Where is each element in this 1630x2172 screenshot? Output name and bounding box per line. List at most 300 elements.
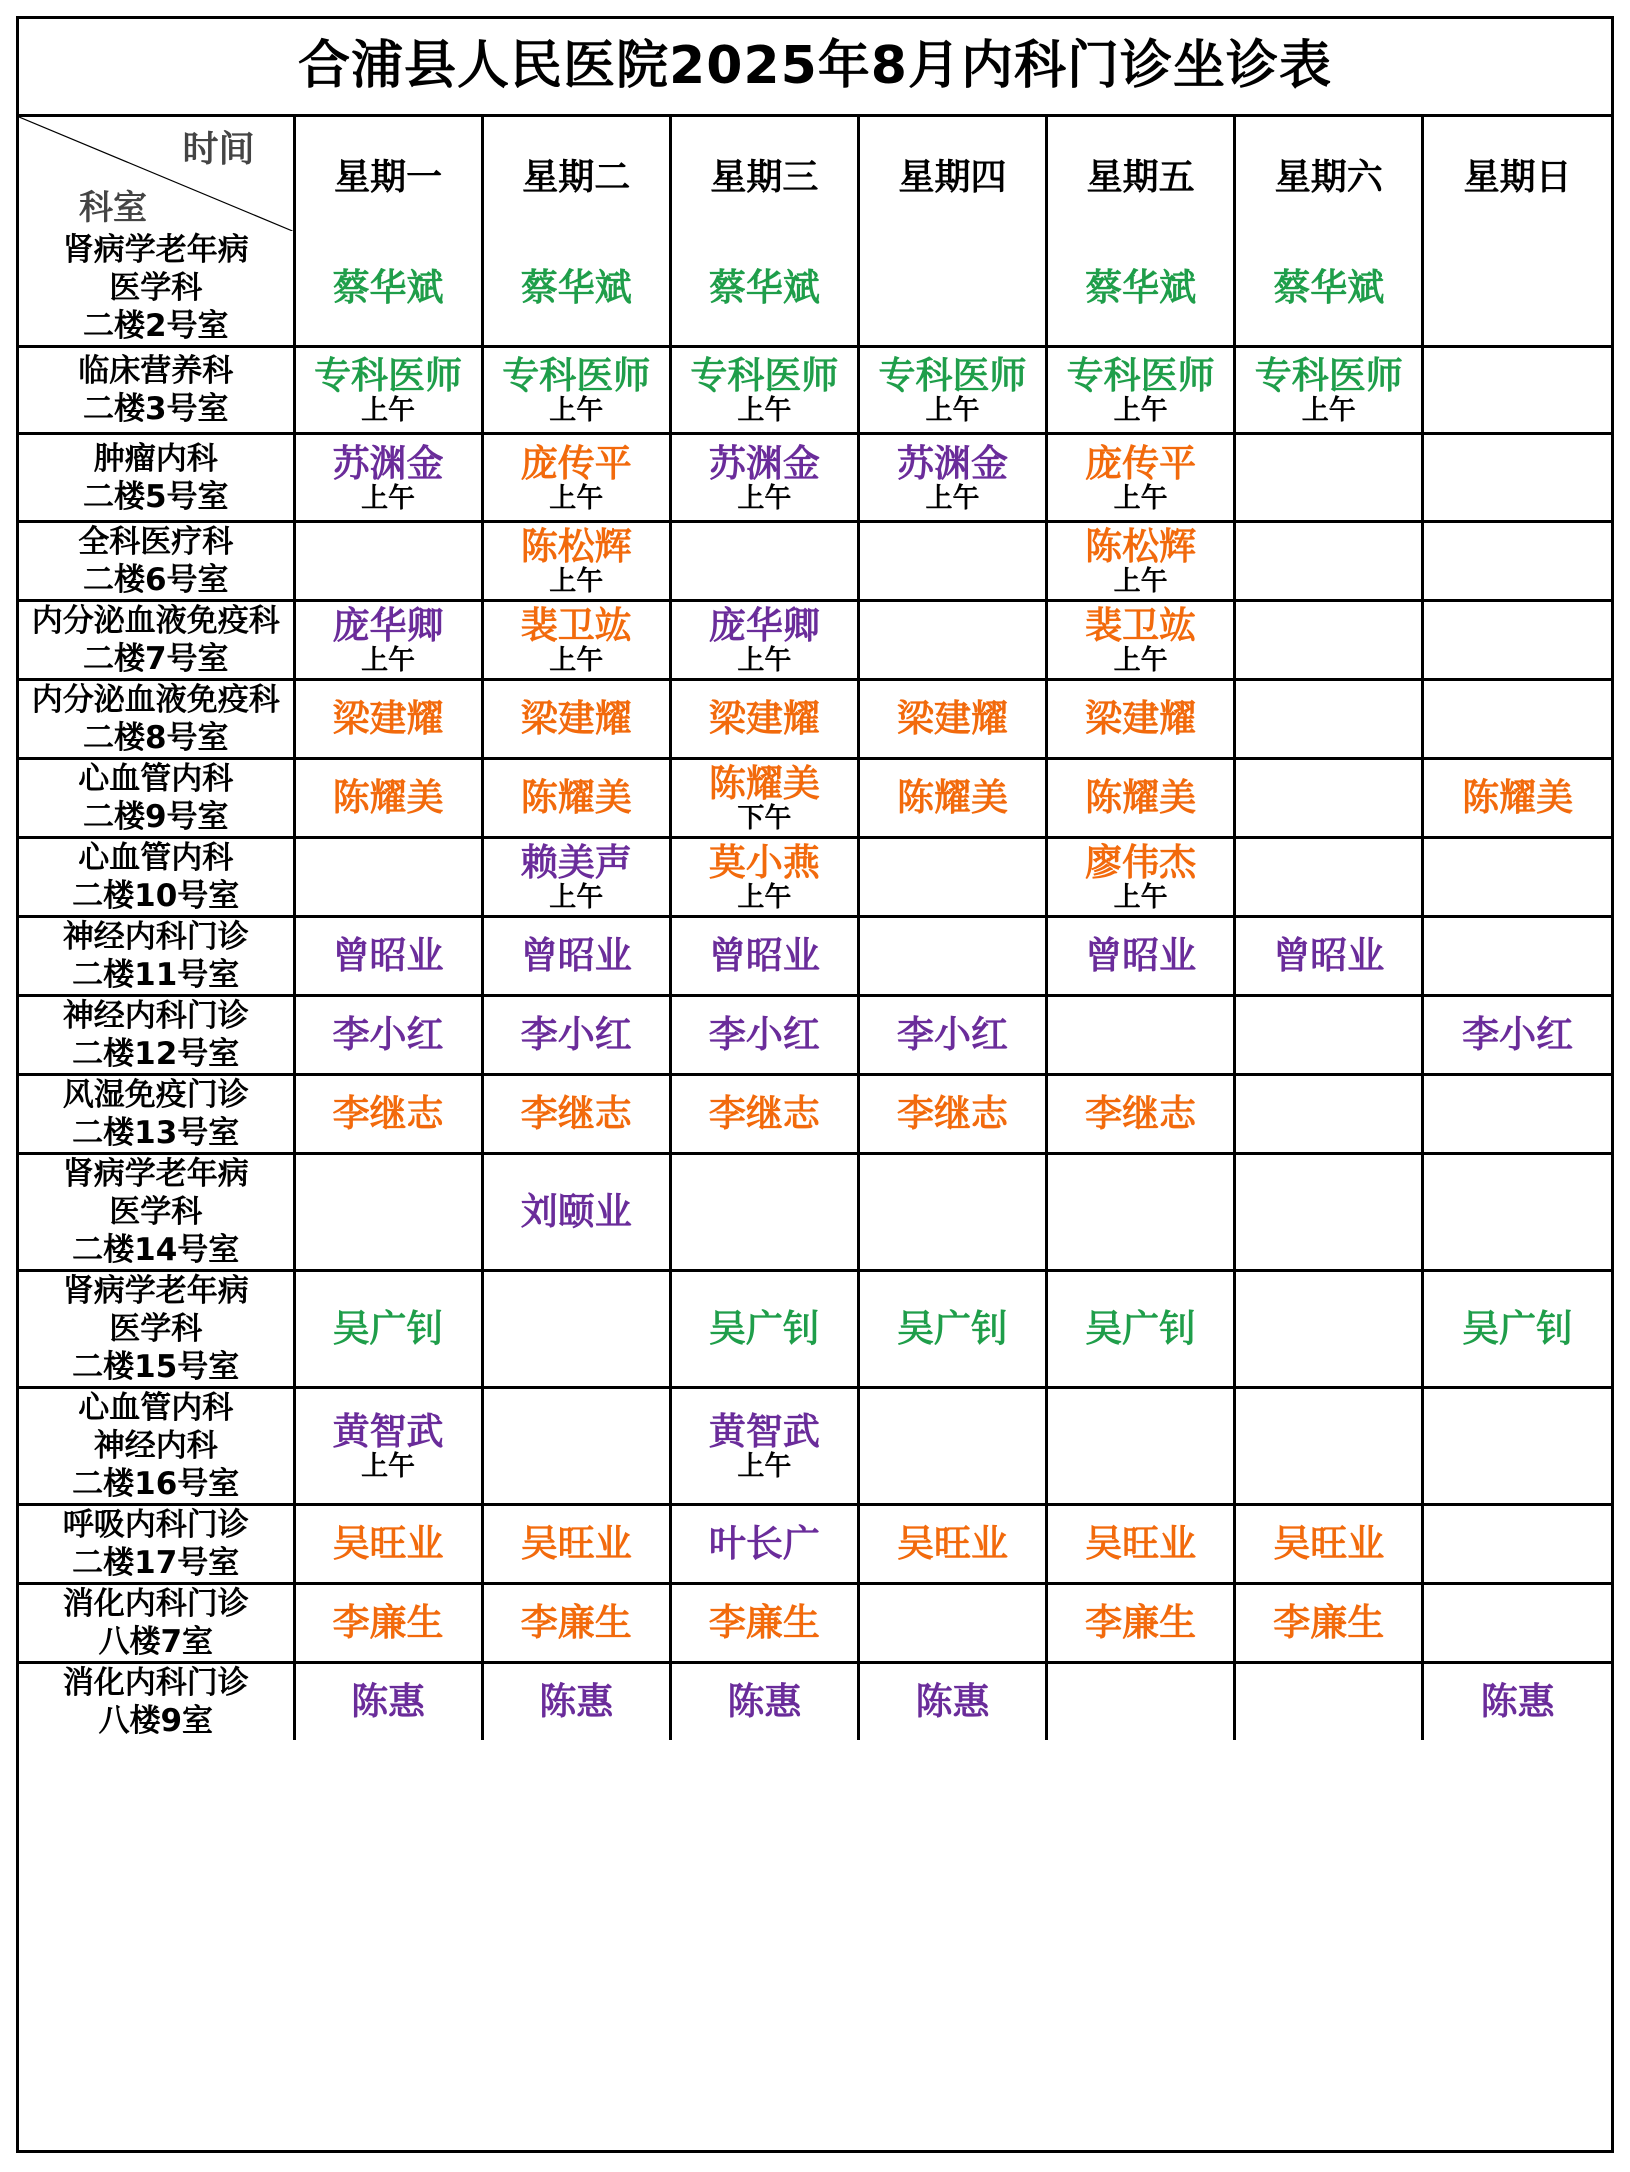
table-row: [19, 759, 1611, 838]
session-label: 上午: [549, 395, 604, 426]
schedule-cell: [670, 759, 858, 838]
doctor-name: 蔡华斌: [1273, 266, 1385, 309]
day-header: 星期五: [1047, 117, 1235, 231]
schedule-cell: [294, 231, 482, 347]
schedule-cell: [1423, 680, 1611, 759]
table-row: [19, 347, 1611, 434]
doctor-name: 庞传平: [1085, 441, 1197, 485]
schedule-cell: [482, 838, 670, 917]
dept-line: 二楼10号室: [72, 878, 240, 914]
session-label: 上午: [1113, 882, 1168, 913]
schedule-cell: [1423, 1388, 1611, 1505]
doctor-name: 庞华卿: [708, 604, 820, 647]
dept-line: 二楼6号室: [82, 562, 229, 598]
schedule-cell: [858, 917, 1046, 996]
doctor-name: 陈惠: [539, 1680, 614, 1723]
page-title: 合浦县人民医院2025年8月内科门诊坐诊表: [19, 19, 1611, 117]
schedule-cell: [482, 231, 670, 347]
session-label: 上午: [737, 482, 792, 514]
doctor-name: 李廉生: [1273, 1601, 1385, 1644]
doctor-name: 蔡华斌: [520, 266, 632, 309]
schedule-cell: [670, 347, 858, 434]
session-label: 上午: [1113, 645, 1168, 676]
schedule-cell: [670, 601, 858, 680]
schedule-cell: [1235, 1505, 1423, 1584]
schedule-cell: [670, 434, 858, 522]
schedule-cell: [1047, 1388, 1235, 1505]
session-label: 下午: [737, 803, 792, 834]
schedule-cell: [858, 1154, 1046, 1271]
schedule-cell: [1235, 1663, 1423, 1741]
table-row: [19, 1271, 1611, 1388]
dept-line: 二楼8号室: [82, 720, 229, 756]
schedule-cell: [294, 347, 482, 434]
doctor-name: 吴广钊: [332, 1307, 444, 1350]
schedule-cell: [1235, 1075, 1423, 1154]
schedule-cell: [670, 680, 858, 759]
doctor-name: 陈松辉: [1085, 525, 1197, 568]
schedule-cell: [294, 917, 482, 996]
doctor-name: 庞华卿: [332, 604, 444, 647]
table-row: [19, 1505, 1611, 1584]
schedule-cell: [482, 1271, 670, 1388]
doctor-name: 吴广钊: [708, 1307, 820, 1350]
schedule-cell: [1047, 1584, 1235, 1663]
schedule-cell: [294, 434, 482, 522]
doctor-name: 莫小燕: [708, 841, 820, 884]
schedule-cell: [294, 1075, 482, 1154]
session-label: 上午: [1113, 395, 1168, 426]
dept-cell: [19, 1388, 294, 1505]
dept-line: 二楼7号室: [82, 641, 229, 677]
day-header: 星期一: [294, 117, 482, 231]
dept-line: 全科医疗科: [78, 524, 234, 560]
doctor-name: 陈松辉: [520, 525, 632, 568]
schedule-cell: [858, 996, 1046, 1075]
session-label: 上午: [361, 645, 416, 676]
time-label: 时间: [182, 129, 255, 170]
schedule-cell: [1423, 1271, 1611, 1388]
doctor-name: 陈惠: [915, 1680, 990, 1723]
schedule-cell: [1047, 996, 1235, 1075]
schedule-cell: [1423, 601, 1611, 680]
session-label: 上午: [925, 482, 980, 514]
doctor-name: 李廉生: [708, 1601, 820, 1644]
day-header: 星期日: [1423, 117, 1611, 231]
doctor-name: 赖美声: [520, 841, 632, 884]
schedule-cell: [1423, 838, 1611, 917]
doctor-name: 李廉生: [520, 1601, 632, 1644]
schedule-cell: [482, 522, 670, 601]
header-row: [19, 117, 1611, 231]
dept-line: 二楼15号室: [72, 1349, 240, 1385]
schedule-cell: [1047, 838, 1235, 917]
dept-line: 肾病学老年病: [62, 1273, 249, 1309]
doctor-name: 庞传平: [520, 441, 632, 485]
doctor-name: 专科医师: [502, 354, 651, 397]
session-label: 上午: [1301, 395, 1356, 426]
doctor-name: 李小红: [896, 1013, 1008, 1056]
schedule-cell: [1423, 1584, 1611, 1663]
dept-line: 消化内科门诊: [62, 1665, 249, 1701]
doctor-name: 吴旺业: [1085, 1522, 1197, 1565]
table-row: [19, 231, 1611, 347]
dept-cell: [19, 1075, 294, 1154]
schedule-cell: [670, 1663, 858, 1741]
schedule-cell: [670, 1154, 858, 1271]
doctor-name: 苏渊金: [896, 441, 1008, 485]
schedule-cell: [1235, 1154, 1423, 1271]
schedule-cell: [482, 759, 670, 838]
doctor-name: 吴旺业: [896, 1522, 1008, 1565]
doctor-name: 刘颐业: [520, 1190, 632, 1233]
schedule-cell: [1423, 1075, 1611, 1154]
schedule-cell: [1235, 1584, 1423, 1663]
schedule-cell: [670, 917, 858, 996]
day-header: 星期四: [858, 117, 1046, 231]
session-label: 上午: [1113, 482, 1168, 514]
doctor-name: 吴广钊: [896, 1307, 1008, 1350]
schedule-cell: [482, 1505, 670, 1584]
schedule-cell: [482, 1075, 670, 1154]
schedule-cell: [294, 996, 482, 1075]
dept-line: 二楼5号室: [82, 478, 229, 515]
doctor-name: 陈耀美: [1462, 776, 1574, 819]
doctor-name: 蔡华斌: [1085, 266, 1197, 309]
schedule-cell: [858, 522, 1046, 601]
schedule-cell: [858, 1584, 1046, 1663]
session-label: 上午: [737, 1451, 792, 1482]
doctor-name: 吴广钊: [1462, 1307, 1574, 1350]
session-label: 上午: [737, 882, 792, 913]
schedule-cell: [294, 1271, 482, 1388]
table-row: [19, 680, 1611, 759]
doctor-name: 专科医师: [878, 354, 1027, 397]
schedule-cell: [1047, 1663, 1235, 1741]
schedule-cell: [670, 996, 858, 1075]
schedule-cell: [1235, 1388, 1423, 1505]
doctor-name: 李廉生: [1085, 1601, 1197, 1644]
doctor-name: 陈惠: [351, 1680, 426, 1723]
dept-cell: [19, 601, 294, 680]
schedule-cell: [858, 838, 1046, 917]
dept-line: 肾病学老年病: [62, 1156, 249, 1192]
dept-line: 医学科: [109, 1194, 203, 1230]
table-row: [19, 1154, 1611, 1271]
table-row: [19, 1388, 1611, 1505]
schedule-cell: [858, 231, 1046, 347]
doctor-name: 裴卫竑: [520, 604, 632, 647]
doctor-name: 专科医师: [1066, 354, 1215, 397]
schedule-cell: [1047, 680, 1235, 759]
doctor-name: 陈耀美: [332, 776, 444, 819]
schedule-cell: [294, 1505, 482, 1584]
dept-cell: [19, 231, 294, 347]
doctor-name: 吴旺业: [520, 1522, 632, 1565]
doctor-name: 梁建耀: [896, 697, 1008, 740]
table-row: [19, 1075, 1611, 1154]
session-label: 上午: [549, 566, 604, 597]
dept-line: 二楼11号室: [72, 957, 240, 993]
dept-line: 二楼3号室: [82, 391, 229, 427]
dept-line: 风湿免疫门诊: [62, 1077, 249, 1113]
dept-line: 消化内科门诊: [62, 1586, 249, 1622]
schedule-cell: [1047, 522, 1235, 601]
schedule-cell: [294, 1584, 482, 1663]
schedule-cell: [482, 434, 670, 522]
schedule-cell: [1423, 1154, 1611, 1271]
day-header: 星期三: [670, 117, 858, 231]
dept-cell: [19, 680, 294, 759]
schedule-cell: [482, 1663, 670, 1741]
doctor-name: 李继志: [520, 1092, 632, 1135]
dept-line: 临床营养科: [78, 353, 234, 389]
dept-line: 心血管内科: [78, 761, 234, 797]
schedule-cell: [858, 1663, 1046, 1741]
schedule-cell: [1047, 759, 1235, 838]
doctor-name: 苏渊金: [332, 441, 444, 485]
schedule-cell: [1423, 231, 1611, 347]
schedule-cell: [1047, 1154, 1235, 1271]
dept-line: 二楼14号室: [72, 1232, 240, 1268]
session-label: 上午: [549, 482, 604, 514]
dept-line: 神经内科: [93, 1428, 218, 1464]
dept-cell: [19, 996, 294, 1075]
doctor-name: 陈惠: [1480, 1680, 1555, 1723]
schedule-cell: [858, 601, 1046, 680]
doctor-name: 专科医师: [1254, 354, 1403, 397]
schedule-cell: [1235, 231, 1423, 347]
dept-line: 二楼17号室: [72, 1545, 240, 1581]
schedule-cell: [1235, 434, 1423, 522]
dept-line: 二楼16号室: [72, 1466, 240, 1502]
schedule-cell: [482, 917, 670, 996]
corner-header: [19, 117, 294, 231]
schedule-cell: [1235, 759, 1423, 838]
dept-line: 神经内科门诊: [62, 919, 249, 955]
dept-line: 二楼9号室: [82, 799, 229, 835]
session-label: 上午: [361, 395, 416, 426]
table-row: [19, 1584, 1611, 1663]
doctor-name: 蔡华斌: [332, 266, 444, 309]
schedule-cell: [294, 1388, 482, 1505]
doctor-name: 廖伟杰: [1085, 841, 1197, 884]
dept-line: 二楼2号室: [82, 308, 229, 344]
doctor-name: 叶长广: [708, 1522, 820, 1565]
dept-line: 肾病学老年病: [62, 232, 249, 268]
doctor-name: 吴旺业: [332, 1522, 444, 1565]
schedule-cell: [294, 601, 482, 680]
dept-cell: [19, 759, 294, 838]
schedule-cell: [482, 1388, 670, 1505]
schedule-cell: [1235, 1271, 1423, 1388]
doctor-name: 吴广钊: [1085, 1307, 1197, 1350]
schedule-cell: [1047, 434, 1235, 522]
doctor-name: 专科医师: [314, 354, 463, 397]
schedule-cell: [858, 1075, 1046, 1154]
dept-line: 医学科: [109, 270, 203, 306]
session-label: 上午: [549, 882, 604, 913]
schedule-cell: [1047, 347, 1235, 434]
doctor-name: 梁建耀: [332, 697, 444, 740]
schedule-cell: [858, 680, 1046, 759]
schedule-cell: [1235, 522, 1423, 601]
schedule-cell: [294, 680, 482, 759]
dept-line: 八楼7室: [98, 1624, 214, 1660]
dept-line: 心血管内科: [78, 840, 234, 876]
schedule-cell: [1235, 996, 1423, 1075]
doctor-name: 蔡华斌: [708, 266, 820, 309]
schedule-cell: [670, 1271, 858, 1388]
table-row: [19, 1663, 1611, 1741]
dept-cell: [19, 522, 294, 601]
doctor-name: 李小红: [708, 1013, 820, 1056]
doctor-name: 李小红: [1462, 1013, 1574, 1056]
schedule-cell: [858, 1505, 1046, 1584]
doctor-name: 曾昭业: [520, 934, 632, 977]
doctor-name: 梁建耀: [520, 697, 632, 740]
schedule-cell: [670, 1505, 858, 1584]
doctor-name: 李继志: [708, 1092, 820, 1135]
session-label: 上午: [737, 645, 792, 676]
dept-cell: [19, 1154, 294, 1271]
schedule-cell: [670, 522, 858, 601]
schedule-cell: [670, 231, 858, 347]
doctor-name: 曾昭业: [332, 934, 444, 977]
doctor-name: 苏渊金: [708, 441, 820, 485]
schedule-cell: [858, 759, 1046, 838]
schedule-cell: [1423, 1505, 1611, 1584]
doctor-name: 陈耀美: [1085, 776, 1197, 819]
dept-line: 医学科: [109, 1311, 203, 1347]
schedule-cell: [670, 838, 858, 917]
session-label: 上午: [549, 645, 604, 676]
schedule-body: [19, 231, 1611, 1740]
doctor-name: 曾昭业: [1273, 934, 1385, 977]
schedule-cell: [482, 996, 670, 1075]
dept-cell: [19, 347, 294, 434]
doctor-name: 裴卫竑: [1085, 604, 1197, 647]
dept-cell: [19, 838, 294, 917]
session-label: 上午: [361, 1451, 416, 1482]
dept-line: 内分泌血液免疫科: [31, 682, 280, 718]
dept-label: 科室: [79, 188, 147, 228]
schedule-cell: [1047, 231, 1235, 347]
doctor-name: 陈耀美: [520, 776, 632, 819]
doctor-name: 李廉生: [332, 1601, 444, 1644]
doctor-name: 曾昭业: [1085, 934, 1197, 977]
dept-line: 肿瘤内科: [93, 440, 218, 477]
schedule-cell: [1047, 601, 1235, 680]
doctor-name: 陈惠: [727, 1680, 802, 1723]
dept-cell: [19, 1663, 294, 1741]
session-label: 上午: [361, 482, 416, 514]
schedule-cell: [294, 1154, 482, 1271]
doctor-name: 李小红: [520, 1013, 632, 1056]
schedule-cell: [1423, 759, 1611, 838]
schedule-cell: [1235, 680, 1423, 759]
schedule-cell: [1423, 996, 1611, 1075]
doctor-name: 曾昭业: [708, 934, 820, 977]
dept-line: 呼吸内科门诊: [62, 1507, 249, 1543]
table-row: [19, 434, 1611, 522]
doctor-name: 黄智武: [708, 1410, 820, 1453]
schedule-cell: [858, 1388, 1046, 1505]
doctor-name: 黄智武: [332, 1410, 444, 1453]
session-label: 上午: [737, 395, 792, 426]
schedule-cell: [670, 1388, 858, 1505]
schedule-cell: [1423, 522, 1611, 601]
dept-line: 二楼13号室: [72, 1115, 240, 1151]
dept-cell: [19, 1505, 294, 1584]
schedule-cell: [1047, 1505, 1235, 1584]
schedule-cell: [1047, 1075, 1235, 1154]
schedule-cell: [294, 522, 482, 601]
schedule-cell: [858, 434, 1046, 522]
dept-cell: [19, 434, 294, 522]
dept-cell: [19, 1584, 294, 1663]
doctor-name: 李继志: [1085, 1092, 1197, 1135]
doctor-name: 李继志: [896, 1092, 1008, 1135]
schedule-cell: [1047, 1271, 1235, 1388]
table-row: [19, 838, 1611, 917]
table-row: [19, 601, 1611, 680]
doctor-name: 李小红: [332, 1013, 444, 1056]
schedule-cell: [1235, 601, 1423, 680]
session-label: 上午: [925, 395, 980, 426]
schedule-cell: [1235, 838, 1423, 917]
schedule-cell: [482, 680, 670, 759]
doctor-name: 梁建耀: [1085, 697, 1197, 740]
schedule-cell: [670, 1075, 858, 1154]
schedule-cell: [482, 1154, 670, 1271]
schedule-cell: [858, 347, 1046, 434]
schedule-cell: [294, 1663, 482, 1741]
schedule-cell: [1047, 917, 1235, 996]
schedule-sheet: [16, 16, 1614, 2153]
doctor-name: 陈耀美: [896, 776, 1008, 819]
schedule-cell: [670, 1584, 858, 1663]
table-row: [19, 917, 1611, 996]
schedule-cell: [294, 759, 482, 838]
table-row: [19, 996, 1611, 1075]
schedule-cell: [482, 1584, 670, 1663]
day-header: 星期六: [1235, 117, 1423, 231]
doctor-name: 李继志: [332, 1092, 444, 1135]
session-label: 上午: [1113, 566, 1168, 597]
day-header: 星期二: [482, 117, 670, 231]
dept-line: 八楼9室: [98, 1703, 214, 1739]
table-row: [19, 522, 1611, 601]
dept-line: 二楼12号室: [72, 1036, 240, 1072]
dept-line: 内分泌血液免疫科: [31, 603, 280, 639]
schedule-table: [19, 117, 1611, 1740]
schedule-cell: [482, 601, 670, 680]
schedule-cell: [1423, 917, 1611, 996]
schedule-cell: [1423, 347, 1611, 434]
doctor-name: 梁建耀: [708, 697, 820, 740]
schedule-cell: [1235, 347, 1423, 434]
dept-cell: [19, 917, 294, 996]
doctor-name: 吴旺业: [1273, 1522, 1385, 1565]
doctor-name: 陈耀美: [708, 762, 820, 805]
schedule-cell: [1423, 1663, 1611, 1741]
dept-line: 心血管内科: [78, 1390, 234, 1426]
doctor-name: 专科医师: [690, 354, 839, 397]
schedule-cell: [294, 838, 482, 917]
schedule-cell: [858, 1271, 1046, 1388]
dept-line: 神经内科门诊: [62, 998, 249, 1034]
